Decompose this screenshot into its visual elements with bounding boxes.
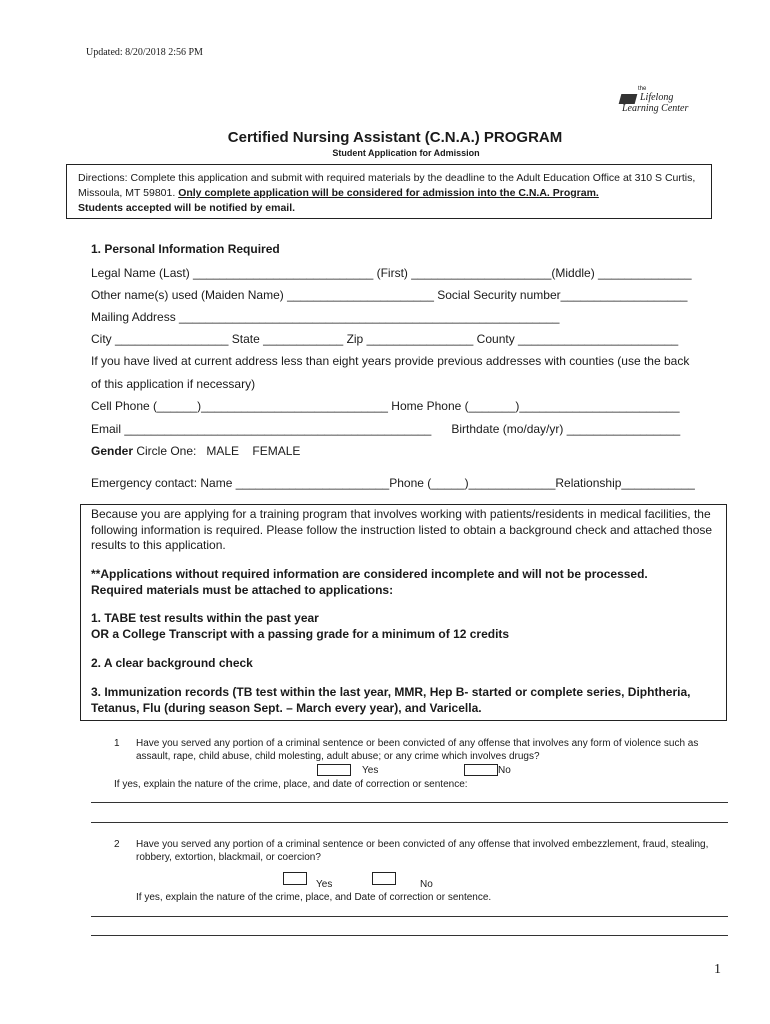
question-2-answer-line-1[interactable] xyxy=(91,916,728,917)
question-2-text: Have you served any portion of a criminal sentence or been convicted of any offense that involved embezzlement, fraud, stealing, robbery, extortion, blackmail, or coercion? xyxy=(136,839,709,863)
mailing-address-field[interactable]: Mailing Address _________________________________________________________ xyxy=(91,310,560,324)
updated-timestamp: Updated: 8/20/2018 2:56 PM xyxy=(86,47,203,58)
gender-options[interactable]: Circle One: MALE FEMALE xyxy=(133,444,301,458)
page-subtitle: Student Application for Admission xyxy=(332,148,480,158)
lifelong-learning-center-logo xyxy=(620,88,690,116)
directions-text xyxy=(78,171,708,216)
question-1-text: Have you served any portion of a criminal sentence or been convicted of any offense that involves any form of violence such as assault, rape, child abuse, child molesting, adult abuse; or any crime which involves drugs? xyxy=(136,738,699,762)
logo-line2: Learning Center xyxy=(622,103,689,114)
requirement-item-2: 2. A clear background check xyxy=(91,656,253,670)
gender-field[interactable] xyxy=(91,444,300,458)
question-2-yes-checkbox[interactable] xyxy=(283,872,307,885)
requirements-warning-1: **Applications without required information are considered incomplete and will not be processed. xyxy=(91,567,648,581)
personal-info-heading: 1. Personal Information Required xyxy=(91,242,280,256)
requirement-item-1a: 1. TABE test results within the past year xyxy=(91,611,319,625)
email-birthdate-field[interactable]: Email ______________________________________________ Birthdate (mo/day/yr) _________________ xyxy=(91,422,681,436)
question-1-answer-line-2[interactable] xyxy=(91,822,728,823)
question-2-no-label: No xyxy=(420,879,433,890)
question-2-yes-label: Yes xyxy=(316,879,333,890)
question-1-yes-checkbox[interactable] xyxy=(317,764,351,776)
directions-body: Directions: Complete this application and submit with required materials by the deadline to the Adult Education Office at 310 S Curtis, Missoula, MT 59801. xyxy=(78,172,696,199)
gender-label: Gender xyxy=(91,444,134,458)
requirements-warning-2: Required materials must be attached to applications: xyxy=(91,583,394,597)
question-1-no-label: No xyxy=(498,765,511,776)
phone-fields[interactable]: Cell Phone (______)____________________________ Home Phone (_______)________________________ xyxy=(91,399,680,413)
directions-emphasis: Only complete application will be considered for admission into the C.N.A. Program. xyxy=(178,187,599,199)
question-2-number: 2 xyxy=(114,839,120,850)
requirement-item-1b: OR a College Transcript with a passing grade for a minimum of 12 credits xyxy=(91,627,510,641)
question-1-yes-label: Yes xyxy=(362,765,379,776)
question-1-explain: If yes, explain the nature of the crime, place, and date of correction or sentence: xyxy=(114,779,468,790)
page-title: Certified Nursing Assistant (C.N.A.) PROGRAM xyxy=(227,129,563,146)
other-names-field[interactable]: Other name(s) used (Maiden Name) ______________________ Social Security number___________________ xyxy=(91,288,688,302)
directions-notice: Students accepted will be notified by email. xyxy=(78,202,296,214)
requirement-item-3: 3. Immunization records (TB test within the last year, MMR, Hep B- started or complete series, Diphtheria, Tetanus, Flu (during season Sept. – March every year), and Varicella. xyxy=(91,685,691,715)
city-state-zip-field[interactable]: City _________________ State ____________ Zip ________________ County ________________________ xyxy=(91,332,679,346)
question-2-explain: If yes, explain the nature of the crime, place, and Date of correction or sentence. xyxy=(136,892,492,903)
requirements-intro: Because you are applying for a training program that involves working with patients/residents in medical facilities, the following information is required. Please follow the instruction listed to obtain a background check and attached those results to this application. xyxy=(91,507,713,552)
logo-line1: Lifelong xyxy=(640,92,674,103)
logo-the: the xyxy=(638,86,647,92)
previous-address-note-1: If you have lived at current address less than eight years provide previous addresses with counties (use the back xyxy=(91,354,690,368)
legal-name-field[interactable]: Legal Name (Last) ___________________________ (First) _____________________(Middle) ______________ xyxy=(91,266,692,280)
question-2-no-checkbox[interactable] xyxy=(372,872,396,885)
question-1-number: 1 xyxy=(114,738,120,749)
question-1-answer-line-1[interactable] xyxy=(91,802,728,803)
page-number: 1 xyxy=(714,962,721,977)
emergency-contact-field[interactable]: Emergency contact: Name _______________________Phone (_____)_____________Relationship___________ xyxy=(91,476,695,490)
question-2-answer-line-2[interactable] xyxy=(91,935,728,936)
question-1-no-checkbox[interactable] xyxy=(464,764,498,776)
previous-address-note-2: of this application if necessary) xyxy=(91,377,256,391)
